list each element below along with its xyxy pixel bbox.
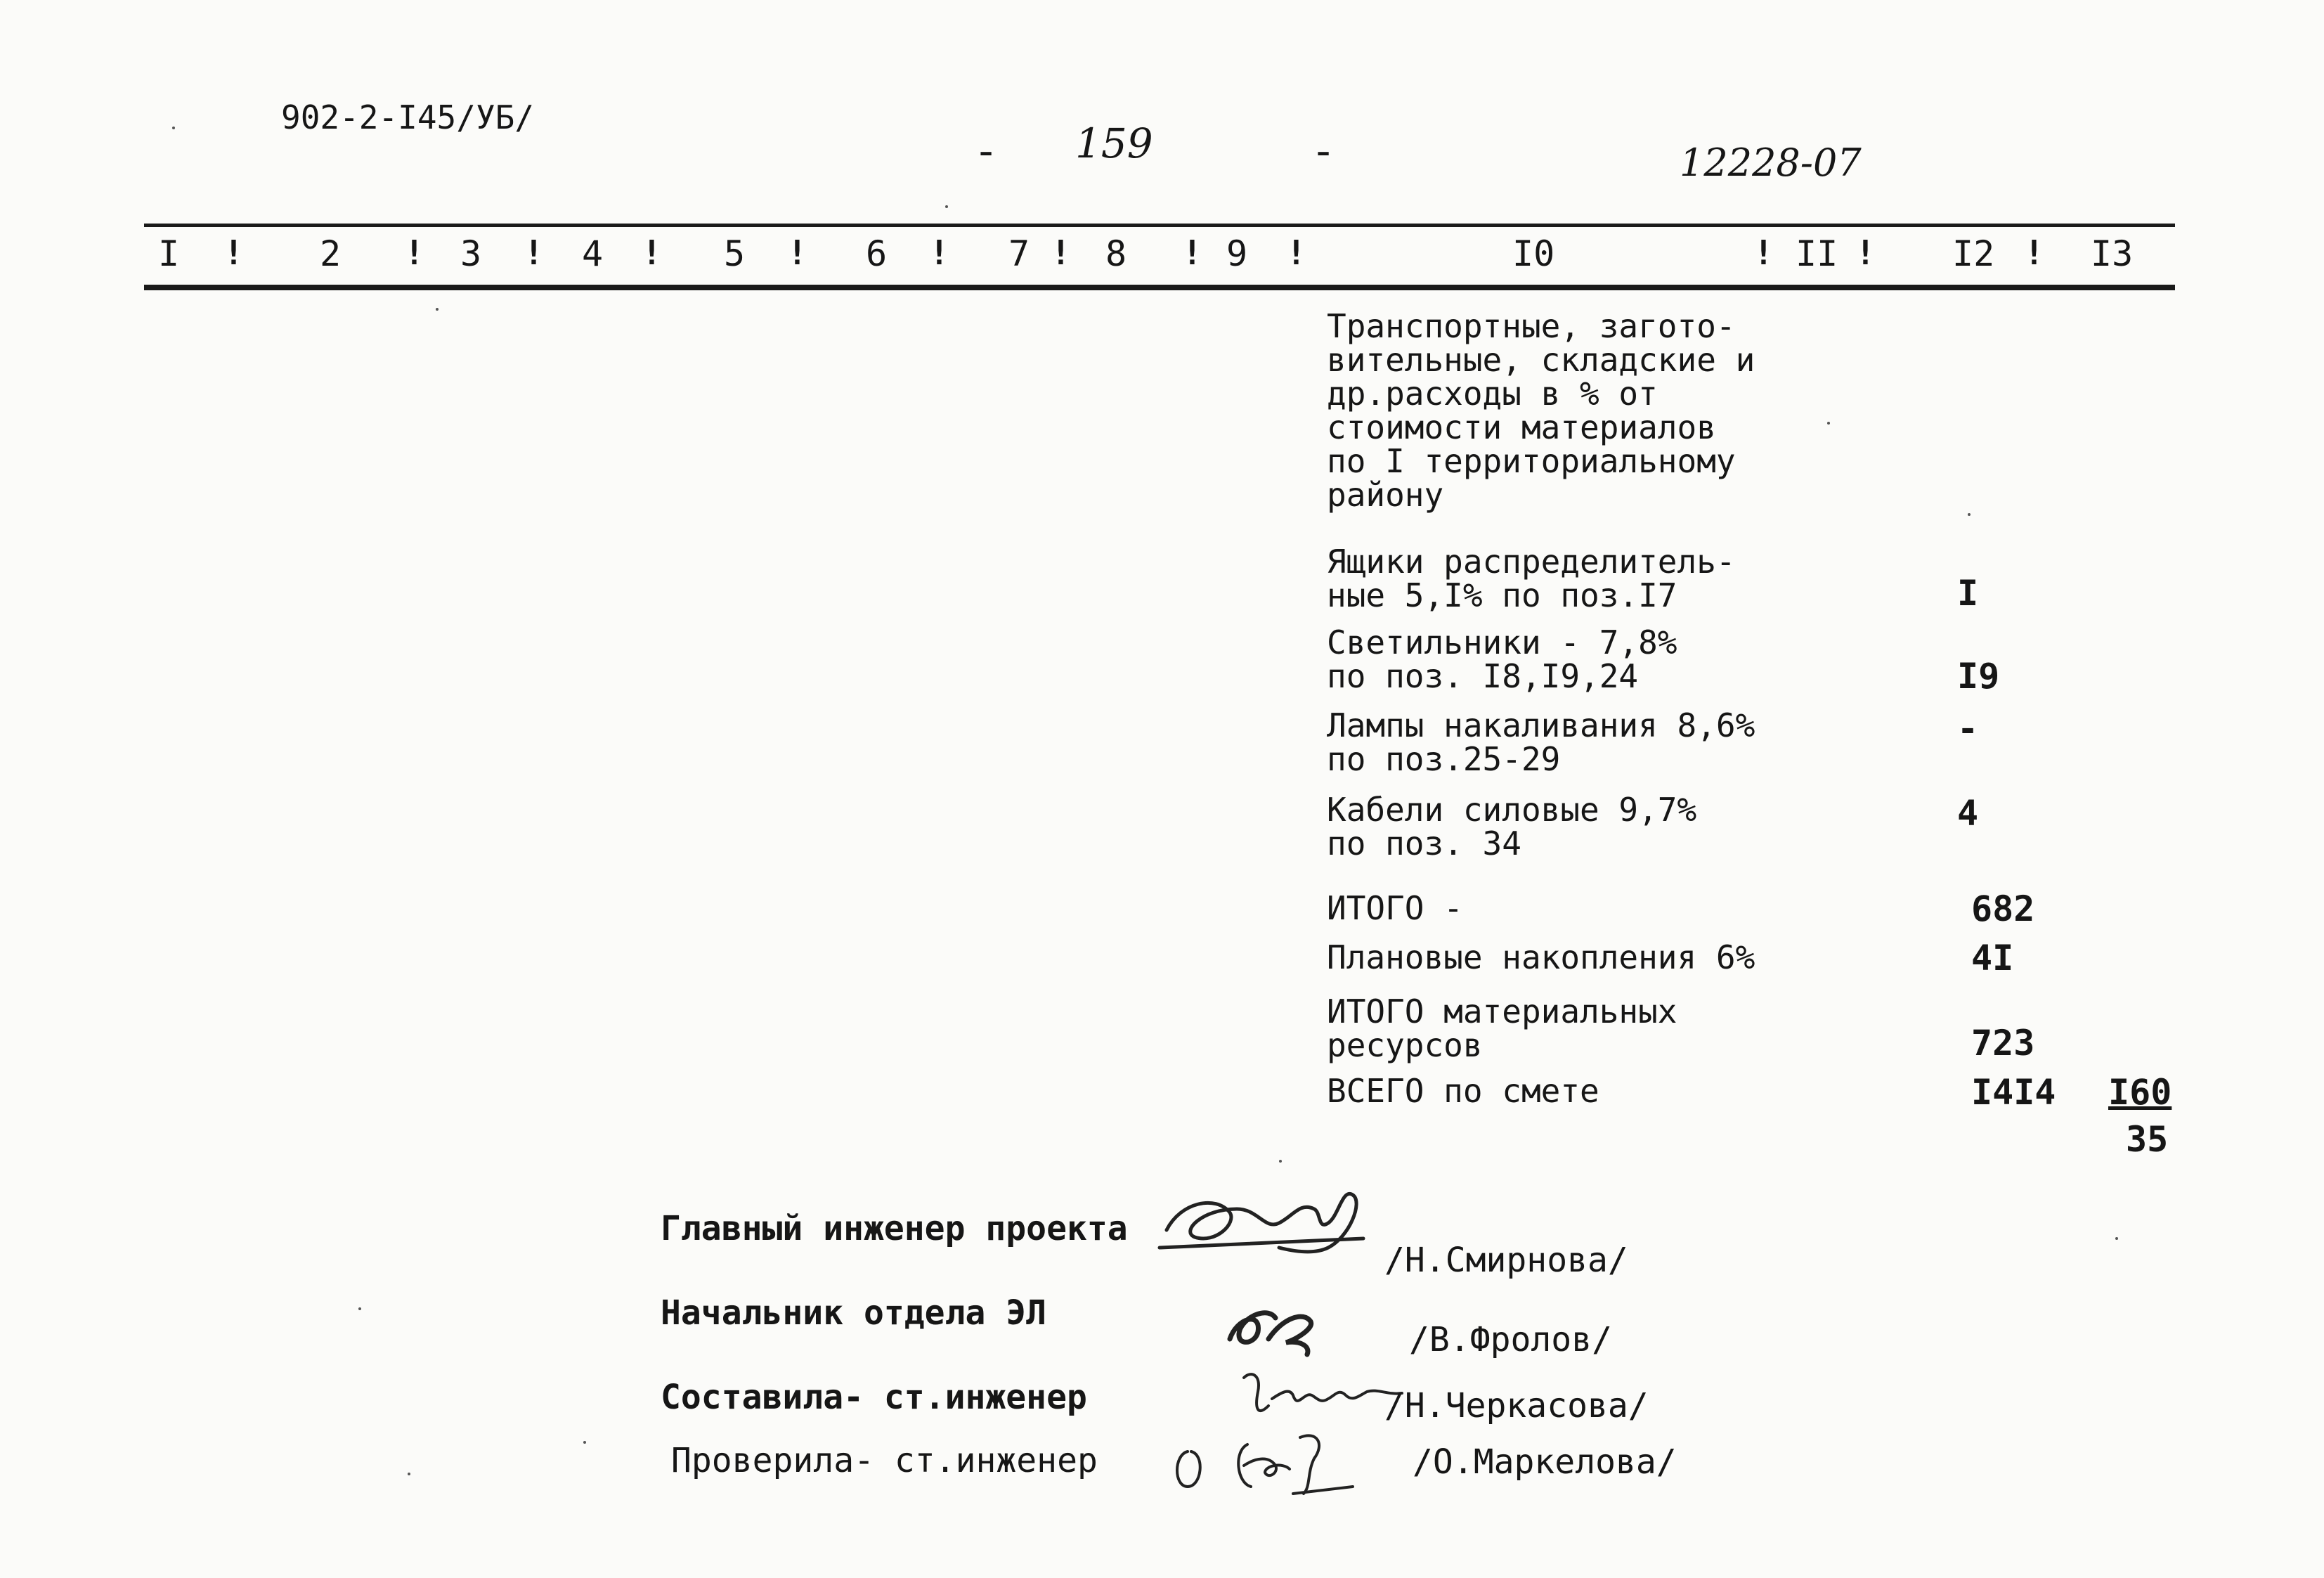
scan-speck: [945, 205, 948, 208]
col-separator: !: [787, 233, 807, 273]
header-bottom-rule: [144, 285, 2175, 290]
header-dash-left: -: [973, 127, 999, 176]
row-bulbs-label: Лампы накаливания 8,6% по поз.25-29: [1327, 706, 1755, 778]
signature-role-checker: Проверила- ст.инженер: [671, 1441, 1098, 1480]
row-bulbs-value: -: [1957, 709, 1979, 749]
itogo-value: 682: [1971, 888, 2035, 929]
signature-role-chief-engineer: Главный инженер проекта: [661, 1209, 1128, 1248]
row-boxes-value: I: [1957, 573, 1979, 614]
signature-role-compiler: Составила- ст.инженер: [661, 1378, 1087, 1417]
planned-savings-value: 4I: [1971, 938, 2014, 978]
grand-total-col13-bottom: 35: [2126, 1119, 2169, 1160]
scan-speck: [1968, 513, 1971, 516]
col-header-2: 2: [320, 233, 342, 274]
col-header-4: 4: [582, 233, 604, 274]
signature-role-department-head: Начальник отдела ЭЛ: [661, 1293, 1047, 1333]
col-separator: !: [2024, 233, 2044, 273]
handwritten-signature: [1153, 1181, 1384, 1272]
document-code: 902-2-I45/УБ/: [281, 98, 535, 136]
scan-speck: [408, 1473, 410, 1475]
signature-name-department-head: /В.Фролов/: [1409, 1320, 1612, 1359]
scan-speck: [1279, 1160, 1282, 1163]
handwritten-signature: [1219, 1290, 1325, 1360]
grand-total-value: I4I4: [1971, 1072, 2056, 1113]
scan-speck: [583, 1441, 586, 1444]
header-dash-right: -: [1311, 127, 1337, 176]
signature-name-chief-engineer: /Н.Смирнова/: [1384, 1241, 1628, 1280]
col-separator: !: [929, 233, 949, 273]
material-total-value: 723: [1971, 1023, 2035, 1063]
page-number: 159: [1075, 119, 1153, 167]
col-header-11: II: [1796, 233, 1838, 274]
col-header-7: 7: [1008, 233, 1030, 274]
col-header-12: I2: [1952, 233, 1995, 274]
col-header-1: I: [158, 233, 180, 274]
col-separator: !: [524, 233, 544, 273]
grand-total-col13-top: I60: [2108, 1072, 2172, 1113]
col-header-9: 9: [1226, 233, 1248, 274]
signature-name-compiler: /Н.Черкасова/: [1384, 1386, 1649, 1425]
col-separator: !: [1182, 233, 1202, 273]
col-separator: !: [223, 233, 244, 273]
row-cables-value: 4: [1957, 793, 1979, 834]
col-separator: !: [1855, 233, 1876, 273]
col-header-13: I3: [2091, 233, 2134, 274]
row-lamps-fixtures-value: I9: [1957, 656, 2000, 697]
document-number: 12228-07: [1680, 141, 1862, 185]
col-separator: !: [1051, 233, 1071, 273]
overhead-description: Транспортные, загото- вительные, складские и др.расходы в % от стоимости материалов по I территориальному району: [1327, 307, 1755, 514]
col-header-10: I0: [1512, 233, 1555, 274]
row-lamps-fixtures-label: Светильники - 7,8% по поз. I8,I9,24: [1327, 623, 1677, 695]
scan-speck: [2115, 1237, 2118, 1240]
planned-savings-label: Плановые накопления 6%: [1327, 938, 1755, 976]
col-header-6: 6: [866, 233, 888, 274]
grand-total-label: ВСЕГО по смете: [1327, 1072, 1599, 1110]
col-separator: !: [1286, 233, 1306, 273]
handwritten-signature: [1163, 1416, 1374, 1501]
signature-name-checker: /О.Маркелова/: [1413, 1442, 1677, 1482]
col-separator: !: [404, 233, 424, 273]
col-separator: !: [642, 233, 662, 273]
row-boxes-label: Ящики распределитель- ные 5,I% по поз.I7: [1327, 543, 1736, 614]
scan-speck: [358, 1307, 361, 1310]
scan-speck: [436, 308, 439, 311]
material-total-label: ИТОГО материальных ресурсов: [1327, 992, 1677, 1064]
col-header-3: 3: [460, 233, 482, 274]
scan-speck: [172, 127, 175, 129]
col-header-5: 5: [724, 233, 746, 274]
scan-speck: [1827, 422, 1830, 425]
row-cables-label: Кабели силовые 9,7% по поз. 34: [1327, 791, 1697, 862]
col-header-8: 8: [1105, 233, 1127, 274]
itogo-label: ИТОГО -: [1327, 889, 1463, 927]
header-top-rule: [144, 224, 2175, 227]
col-separator: !: [1753, 233, 1774, 273]
